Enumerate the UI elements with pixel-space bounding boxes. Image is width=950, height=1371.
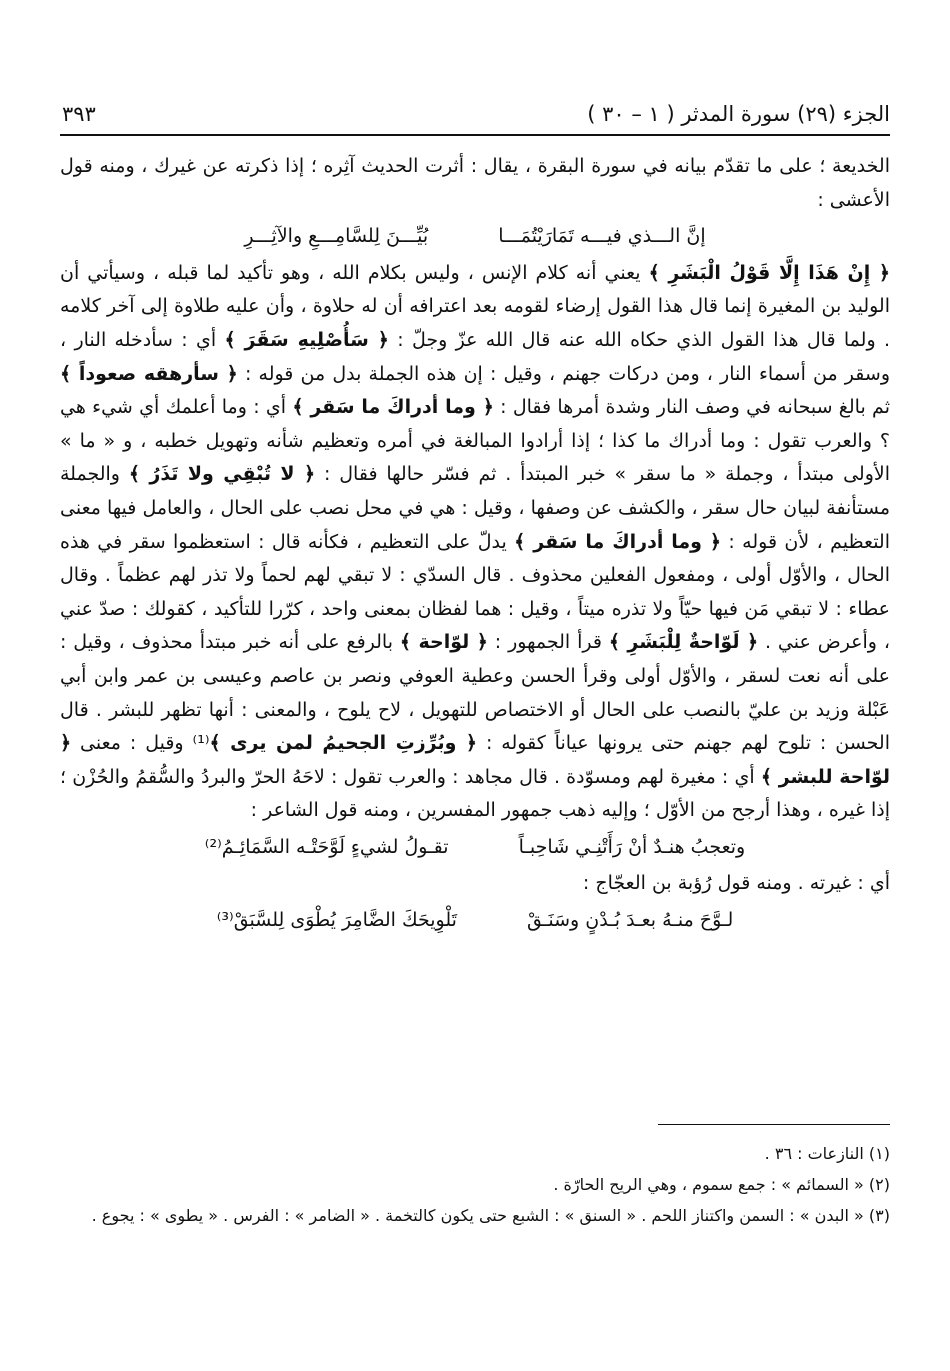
commentary-text: أي : مغيرة لهم ومسوّدة . قال مجاهد : والعرب تقول : لاحَهُ الحرّ والبردُ والسُّقمُ والحُزْن ؛ إذا غيره ، وهذا أرجح من الأوّل ؛ وإليه ذهب جمهور المفسرين ، ومنه قول الشاعر :	[60, 765, 890, 822]
quran-quote: ﴿ سأرهقه صعوداً ﴾	[60, 362, 238, 385]
footnotes	[60, 1138, 890, 1231]
commentary-text: يعني أنه كلام الإنس ، وليس بكلام الله ، وهو تأكيد لما قبله ، وسيأتي أن الوليد بن المغيرة إنما قال هذا القول إرضاء لقومه بعد اعترافه أن له حلاوة ، وأن عليه طلاوة إلى آخر كلامه . ولما قال هذا القول الذي حكاه الله عنه قال الله عزّ وجلّ :	[60, 261, 890, 351]
quran-quote: ﴿ لوّاحة ﴾	[399, 631, 488, 654]
main-text	[60, 150, 890, 941]
verse-hemistich-right: لـوَّحَ منـهُ بعـدَ بُـدْنٍ وسَنَـقْ	[526, 909, 734, 932]
verse-hemistich-left: تَلْوِيحَكَ الضَّامِرَ يُطْوَى لِلسَّبَقْ⁽³⁾	[216, 909, 457, 932]
commentary-text: بالرفع على أنه خبر مبتدأ محذوف ، وقيل : على أنه نعت لسقر ، والأوّل أولى وقرأ الحسن وعطية العوفي ونصر بن عاصم وعيسى بن عمر وابن أبي عَبْلة وزيد بن عليّ بالنصب على الحال أو الاختصاص للتهويل ، لاح يلوح ، والمعنى : أنها تظهر للبشر . قال الحسن : تلوح لهم جهنم حتى يرونها عياناً كقوله :	[60, 631, 890, 755]
commentary-text: قرأ الجمهور :	[487, 631, 609, 654]
running-header	[62, 96, 890, 132]
paragraph-intro: الخديعة ؛ على ما تقدّم بيانه في سورة البقرة ، يقال : أثرت الحديث آثِره ؛ إذا ذكرته عن غيرك ، ومنه قول الأعشى :	[60, 155, 890, 211]
verse-hemistich-left: بُيِّـــنَ لِلسَّامِـــعِ والآثِـــرِ	[244, 225, 429, 248]
quran-quote: ﴿ وما أدراكَ ما سَقر ﴾	[514, 530, 722, 553]
quran-quote: ﴿ سَأُصْلِيهِ سَقَرَ ﴾	[224, 328, 389, 351]
paragraph-poet-intro: أي : غيرته . ومنه قول رُؤبة بن العجّاج :	[582, 872, 890, 895]
footnote-3: (٣) « البدن » : السمن واكتناز اللحم . « السنق » : الشبع حتى يكون كالتخمة . « الضامر » : الفرس . « يطوى » : يجوع .	[91, 1206, 890, 1225]
footnote-divider	[658, 1124, 890, 1125]
quran-quote: ﴿ وما أدراكَ ما سَقر ﴾	[292, 396, 494, 419]
footnote-2: (٢) « السمائم » : جمع سموم ، وهي الريح الحارّة .	[553, 1175, 890, 1194]
quran-quote: ﴿ وبُرِّزتِ الجحيمُ لمن يرى ﴾	[209, 732, 478, 755]
page-number: ٣٩٣	[62, 102, 96, 126]
poetry-verse-2	[60, 831, 890, 865]
commentary-text: والجملة مستأنفة لبيان حال سقر ، والكشف عن وصفها ، وقيل : هي في محل نصب على الحال ، والعامل فيها معنى التعظيم ، لأن قوله :	[60, 463, 890, 553]
header-title: الجزء (٢٩) سورة المدثر ( ١ – ٣٠ )	[587, 102, 890, 126]
quran-quote: ﴿ لوّاحة للبشر ﴾	[60, 732, 891, 788]
verse-hemistich-right: إنَّ الـــذي فيـــه تَمَارَيْتُمَـــا	[498, 225, 706, 248]
verse-hemistich-left: تقـولُ لشيءٍ لَوَّحَتْـه السَّمَائِـمُ⁽²⁾	[204, 835, 449, 858]
commentary-text: أي : سأدخله النار ، وسقر من أسماء النار ، ومن دركات جهنم ، وقيل : إن هذه الجملة بدل من قوله :	[60, 328, 890, 385]
footnote-1: (١) النازعات : ٣٦ .	[764, 1144, 890, 1163]
paragraph-commentary	[60, 257, 890, 828]
quran-quote: ﴿ لَوّاحةٌ لِلْبَشَرِ ﴾	[608, 631, 759, 654]
poetry-verse-3	[60, 904, 890, 938]
commentary-text: ⁽¹⁾ وقيل : معنى	[71, 732, 210, 755]
quran-quote: ﴿ لا تُبْقِي ولا تَذَرُ ﴾	[128, 463, 316, 486]
commentary-text: ثم بالغ سبحانه في وصف النار وشدة أمرها فقال :	[493, 396, 890, 419]
verse-hemistich-right: وتعجبُ هنـدٌ أنْ رَأَتْنِـي شَاحِبـاً	[518, 835, 746, 858]
poetry-verse-1	[60, 220, 890, 254]
header-divider	[60, 134, 890, 136]
commentary-text: أي : وما أعلمك أي شيء هي ؟ والعرب تقول : وما أدراك ما كذا ؛ إذا أرادوا المبالغة في أمره وتعظيم شأنه وتهويل خطبه ، و « ما » الأولى مبتدأ ، وجملة « ما سقر » خبر المبتدأ . ثم فسّر حالها فقال :	[60, 396, 891, 486]
quran-quote: ﴿ إِنْ هَذَا إِلَّا قَوْلُ الْبَشَرِ ﴾	[648, 261, 890, 284]
commentary-text: يدلّ على التعظيم ، فكأنه قال : استعظموا سقر في هذه الحال ، والأوّل أولى ، ومفعول الفعلين محذوف . قال السدّي : لا تبقي لهم لحماً ولا تذر لهم عظماً . وقال عطاء : لا تبقي مَن فيها حيّاً ولا تذره ميتاً ، وقيل : هما لفظان بمعنى واحد ، كرّرا للتأكيد ، كقولك : صدّ عني ، وأعرض عني .	[60, 530, 890, 654]
